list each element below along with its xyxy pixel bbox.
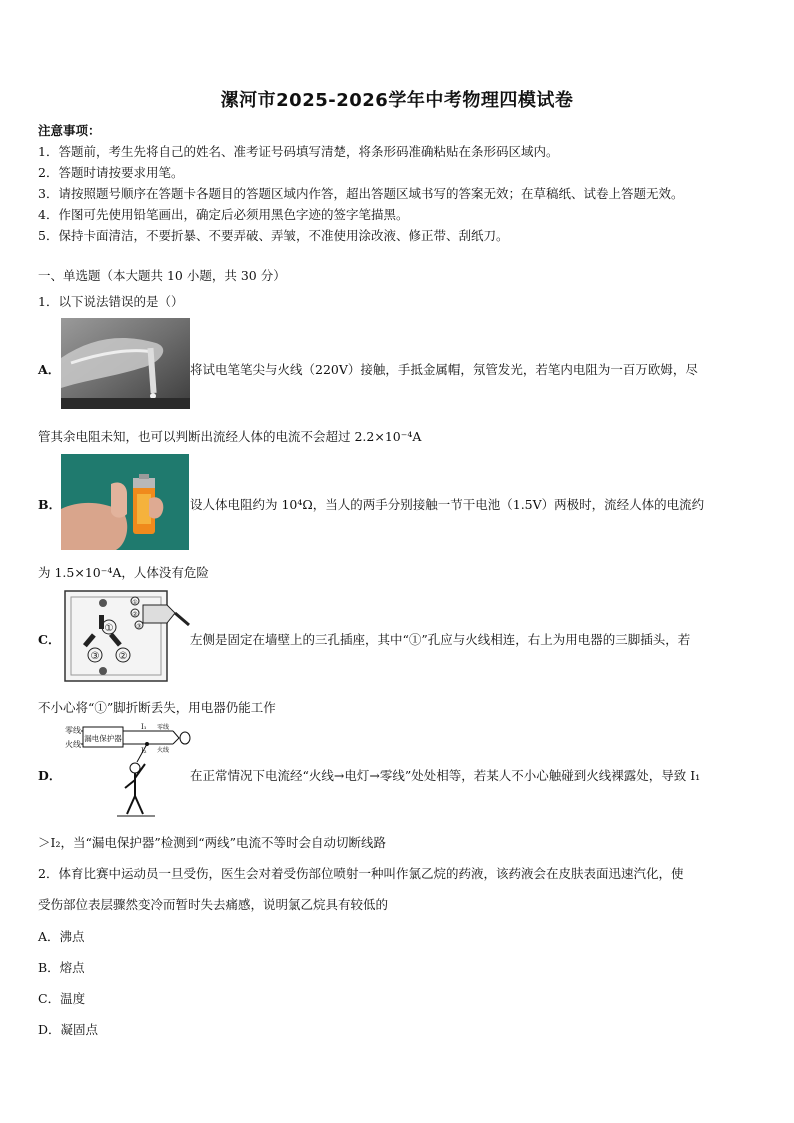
notes-heading: 注意事项：	[38, 123, 101, 138]
three-hole-socket-figure	[61, 589, 191, 683]
note-item: 3．请按照题号顺序在答题卡各题目的答题区域内作答，超出答题区域书写的答案无效；在草稿纸、试卷上答题无效。	[38, 186, 684, 201]
q2-option-a: A．沸点	[38, 929, 85, 944]
q2-option-b: B．熔点	[38, 960, 85, 975]
page-title: 漯河市2025-2026学年中考物理四模试卷	[220, 90, 574, 111]
note-item: 2．答题时请按要求用笔。	[38, 165, 184, 180]
option-c-text: 左侧是固定在墙壁上的三孔插座，其中“①”孔应与火线相连，右上为用电器的三脚插头，若	[190, 632, 691, 647]
plug-label-2: ②	[132, 611, 138, 618]
option-d-continuation: ＞I₂，当“漏电保护器”检测到“两线”电流不等时会自动切断线路	[38, 835, 387, 850]
note-item: 5．保持卡面清洁，不要折暴、不要弄破、弄皱，不准使用涂改液、修正带、刮纸刀。	[38, 228, 509, 243]
protector-label: 漏电保护器	[84, 734, 122, 743]
option-c-continuation: 不小心将“①”脚折断丢失，用电器仍能工作	[38, 700, 276, 715]
leakage-protector-circuit-figure	[61, 722, 191, 820]
current-i2-label: I₂	[141, 747, 147, 755]
zero-line-label: 零线	[65, 726, 81, 735]
option-b-text: 设人体电阻约为 10⁴Ω，当人的两手分别接触一节干电池（1.5V）两极时，流经人体的电流约	[190, 497, 705, 512]
zero-line-label-right: 零线	[157, 724, 170, 731]
socket-label-3: ③	[90, 651, 100, 662]
option-a-text: 将试电笔笔尖与火线（220V）接触，手抵金属帽，氖管发光，若笔内电阻为一百万欧姆，尽	[190, 362, 698, 377]
question-2-stem-cont: 受伤部位表层骤然变冷而暂时失去痛感，说明氯乙烷具有较低的	[38, 897, 389, 912]
socket-label-2: ②	[118, 651, 128, 662]
note-item: 4．作图可先使用铅笔画出，确定后必须用黑色字迹的签字笔描黑。	[38, 207, 409, 222]
fire-line-label: 火线	[65, 740, 81, 749]
fire-line-label-right: 火线	[157, 747, 170, 754]
option-b-letter: B．	[38, 497, 62, 512]
note-item: 1．答题前，考生先将自己的姓名、准考证号码填写清楚，将条形码准确粘贴在条形码区域内。	[38, 144, 559, 159]
question-1-stem: 1．以下说法错误的是（）	[38, 294, 184, 309]
option-d-letter: D．	[38, 768, 62, 783]
option-a-letter: A．	[38, 362, 61, 377]
q2-option-c: C．温度	[38, 991, 86, 1006]
battery-hand-photo	[61, 454, 189, 550]
socket-label-1: ①	[104, 623, 114, 634]
option-a-continuation: 管其余电阻未知，也可以判断出流经人体的电流不会超过 2.2×10⁻⁴A	[38, 429, 422, 444]
plug-label-3: ③	[136, 623, 142, 630]
current-i1-label: I₁	[141, 723, 147, 731]
question-2-stem: 2．体育比赛中运动员一旦受伤，医生会对着受伤部位喷射一种叫作氯乙烷的药液，该药液会在皮肤表面迅速汽化，使	[38, 866, 684, 881]
test-pen-hand-photo	[61, 318, 190, 409]
option-c-letter: C．	[38, 632, 61, 647]
section-heading: 一、单选题（本大题共 10 小题，共 30 分）	[38, 268, 286, 283]
option-d-text: 在正常情况下电流经“火线→电灯→零线”处处相等，若某人不小心触碰到火线裸露处，导致 I₁	[190, 768, 701, 783]
plug-label-1: ①	[132, 599, 138, 606]
option-b-continuation: 为 1.5×10⁻⁴A，人体没有危险	[38, 565, 209, 580]
q2-option-d: D．凝固点	[38, 1022, 99, 1037]
